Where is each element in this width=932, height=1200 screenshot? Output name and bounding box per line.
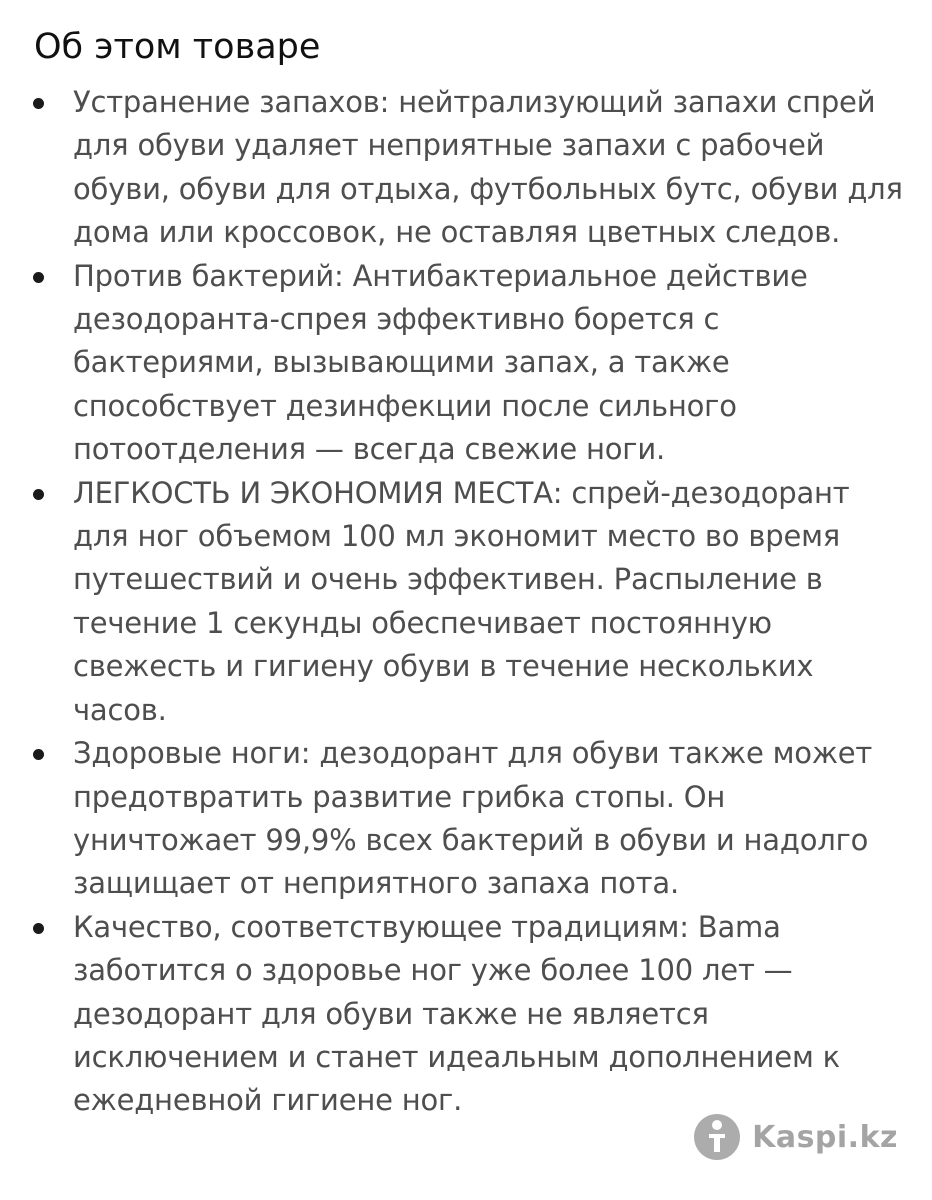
bullet-dot-icon [33,272,44,283]
kaspi-logo-icon [692,1112,742,1162]
list-item [0,472,932,732]
watermark-text: Kaspi.kz [752,1119,898,1155]
bullet-dot-icon [33,923,44,934]
list-item [0,732,932,906]
list-item [0,255,932,472]
kaspi-watermark [692,1112,898,1162]
bullet-dot-icon [33,98,44,109]
list-item [0,906,932,1123]
bullet-dot-icon [33,489,44,500]
bullet-dot-icon [33,749,44,760]
list-item-text: Качество, соответствующее традициям: Bama заботится о здоровье ног уже более 100 лет — дезодорант для обуви также не является исключением и станет идеальным дополнением к ежедневной гигиене ног. [73,909,840,1118]
list-item-text: Против бактерий: Антибактериальное действие дезодоранта-спрея эффективно борется с бактериями, вызывающими запах, а также способствует дезинфекции после сильного потоотделения — всегда свежие ноги. [73,258,808,467]
feature-list [0,81,932,1123]
list-item-text: ЛЕГКОСТЬ И ЭКОНОМИЯ МЕСТА: спрей-дезодорант для ног объемом 100 мл экономит место во время путешествий и очень эффективен. Распыление в течение 1 секунды обеспечивает постоянную свежесть и гигиену обуви в течение нескольких часов. [73,475,850,727]
section-title: Об этом товаре [34,27,321,67]
list-item-text: Устранение запахов: нейтрализующий запахи спрей для обуви удаляет неприятные запахи с рабочей обуви, обуви для отдыха, футбольных бутс, обуви для дома или кроссовок, не оставляя цветных следов. [73,85,903,250]
list-item-text: Здоровые ноги: дезодорант для обуви также может предотвратить развитие грибка стопы. Он уничтожает 99,9% всех бактерий в обуви и надолго защищает от неприятного запаха пота. [73,736,873,901]
list-item [0,81,932,255]
